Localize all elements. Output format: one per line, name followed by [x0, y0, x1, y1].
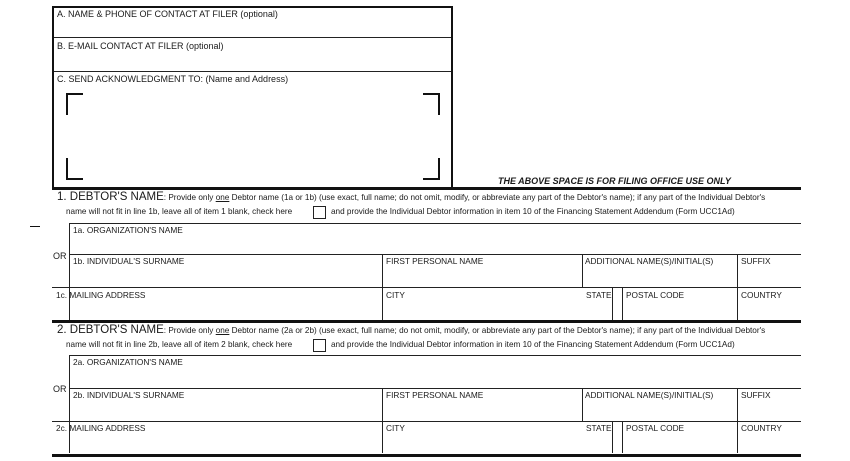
- debtor1-postal-code-label: POSTAL CODE: [626, 290, 685, 300]
- debtor2-postal-code-label: POSTAL CODE: [626, 423, 685, 433]
- debtor1-or-label: OR: [53, 251, 67, 261]
- filing-office-note: THE ABOVE SPACE IS FOR FILING OFFICE USE ONLY: [498, 176, 731, 186]
- debtor1-individual-checkbox[interactable]: [313, 206, 326, 219]
- section-divider: [52, 454, 801, 457]
- debtor2-individual-checkbox[interactable]: [313, 339, 326, 352]
- debtor2-suffix-label: SUFFIX: [741, 390, 771, 400]
- debtor1-state-label: STATE: [586, 290, 612, 300]
- corner-bracket-top-left: [66, 93, 83, 115]
- debtor1-suffix-label: SUFFIX: [741, 256, 771, 266]
- debtor1-surname-label: 1b. INDIVIDUAL'S SURNAME: [73, 256, 185, 266]
- instr-text: : Provide only: [163, 193, 216, 202]
- debtor2-state-label: STATE: [586, 423, 612, 433]
- corner-bracket-bottom-right: [423, 158, 440, 180]
- debtor2-first-name-label: FIRST PERSONAL NAME: [386, 390, 484, 400]
- debtor1-city-field[interactable]: [383, 288, 582, 320]
- debtor2-instructions-line2b: and provide the Individual Debtor information in item 10 of the Financing Statement Addendum (Form UCC1Ad): [331, 340, 735, 349]
- debtor2-instructions-line2a: name will not fit in line 2b, leave all of item 2 blank, check here: [66, 340, 293, 349]
- section-divider: [52, 187, 801, 190]
- send-acknowledgment-label: C. SEND ACKNOWLEDGMENT TO: (Name and Address): [57, 74, 289, 84]
- debtor2-surname-label: 2b. INDIVIDUAL'S SURNAME: [73, 390, 185, 400]
- debtor1-first-name-label: FIRST PERSONAL NAME: [386, 256, 484, 266]
- debtor1-instructions: [57, 191, 765, 203]
- instr-text: Debtor name (1a or 1b) (use exact, full name; do not omit, modify, or abbreviate any part of the Debtor's name); if any part of the Individual Debtor's: [229, 193, 766, 202]
- debtor1-mailing-address-label: 1c. MAILING ADDRESS: [56, 290, 146, 300]
- debtor2-mailing-address-label: 2c. MAILING ADDRESS: [56, 423, 146, 433]
- margin-mark: [30, 226, 40, 227]
- debtor2-city-field[interactable]: [383, 422, 582, 453]
- acknowledgment-address-field[interactable]: [66, 92, 440, 178]
- instr-text: Debtor name (2a or 2b) (use exact, full name; do not omit, modify, or abbreviate any part of the Debtor's name); if any part of the Individual Debtor's: [229, 326, 766, 335]
- debtor2-title: 2. DEBTOR'S NAME: [57, 324, 164, 336]
- debtor1-country-label: COUNTRY: [741, 290, 782, 300]
- corner-bracket-bottom-left: [66, 158, 83, 180]
- debtor1-city-label: CITY: [386, 290, 405, 300]
- corner-bracket-top-right: [423, 93, 440, 115]
- instr-one: one: [215, 326, 230, 335]
- debtor2-organization-name-label: 2a. ORGANIZATION'S NAME: [73, 357, 183, 367]
- instr-one: one: [215, 193, 230, 202]
- debtor1-title: 1. DEBTOR'S NAME: [57, 191, 164, 203]
- debtor2-instructions: [57, 324, 765, 336]
- contact-email-label: B. E-MAIL CONTACT AT FILER (optional): [57, 41, 224, 51]
- instr-text: : Provide only: [163, 326, 216, 335]
- debtor1-instructions-line2b: and provide the Individual Debtor information in item 10 of the Financing Statement Addendum (Form UCC1Ad): [331, 207, 735, 216]
- debtor2-country-label: COUNTRY: [741, 423, 782, 433]
- debtor2-city-label: CITY: [386, 423, 405, 433]
- debtor1-additional-names-label: ADDITIONAL NAME(S)/INITIAL(S): [585, 256, 714, 266]
- debtor1-instructions-line2a: name will not fit in line 1b, leave all of item 1 blank, check here: [66, 207, 293, 216]
- divider: [54, 71, 451, 72]
- debtor2-or-label: OR: [53, 384, 67, 394]
- debtor1-organization-name-label: 1a. ORGANIZATION'S NAME: [73, 225, 183, 235]
- section-divider: [52, 320, 801, 323]
- debtor2-additional-names-label: ADDITIONAL NAME(S)/INITIAL(S): [585, 390, 714, 400]
- contact-name-phone-label: A. NAME & PHONE OF CONTACT AT FILER (optional): [57, 9, 278, 19]
